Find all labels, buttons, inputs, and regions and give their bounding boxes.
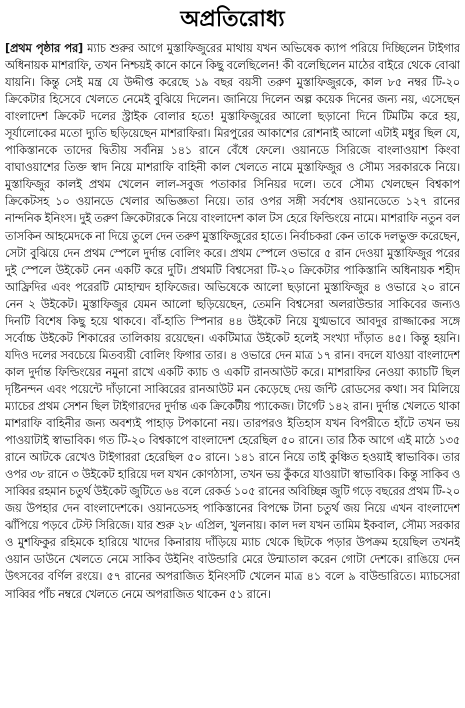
article-body-text: ম্যাচ শুরুর আগে মুস্তাফিজুরের মাথায় যখন অভিষেক ক্যাপ পরিয়ে দিচ্ছিলেন টাইগার অধিনায়ক মাশরাফি, তখন নিশ্চয়ই কানে কানে কিছু বলেছিলেন! কী বলেছিলেন মাঠের বাইরে থেকে বোঝা যায়নি। কিন্তু সেই মন্ত্র যে উদ্দীপ্ত করেছে ১৯ বছর বয়সী তরুণ মুস্তাফিজুরকে, কাল ৮৫ নম্বর টি-২০ ক্রিকেটার হিসেবে খেলতে নেমেই বুঝিয়ে দিলেন। জানিয়ে দিলেন অল্প কয়েক দিনের জন্য নয়, এসেছেন বাংলাদেশ ক্রিকেট দলের স্ট্রাইক বোলার হতে! মুস্তাফিজুরের আলো ছড়ানো দিনে টিমটিম করে হয়, সূর্যালোকের মতো দ্যুতি ছড়িয়েছেন মাশরাফিরা। মিরপুরের আকাশের রোশনাই আলো এটাই মধুর ছিল যে, পাকিস্তানকে তাদের দ্বিতীয় সর্বনিম্ন ১৪১ রানে বেঁধে ফেলে। ওয়ানডে সিরিজে বাংলাওয়াশ কিংবা বাঘাওয়াশের তিক্ত স্বাদ নিয়ে মাশরাফি বাহিনী কাল খেলতে নামে মুস্তাফিজুর ও সৌম্য সরকারকে নিয়ে। মুস্তাফিজুর কালই প্রথম খেলেন লাল-সবুজ পতাকার সিনিয়র দলে। তবে সৌম্য খেলছেন বিশ্বকাপ ক্রিকেটসহ ১০ ওয়ানডে খেলার অভিজ্ঞতা নিয়ে। তার ওপর সঙ্গী সর্বশেষ ওয়ানডেতে ১২৭ রানের নান্দনিক ইনিংস। দুই তরুণ ক্রিকেটারকে নিয়ে বাংলাদেশ কাল টস হেরে ফিল্ডিংয়ে নামে। মাশরাফি নতুন বল তাসকিন আহমেদকে না দিয়ে তুলে দেন তরুণ মুস্তাফিজুরের হাতে। নির্বাচকরা কেন তাকে দলভুক্ত করেছেন, সেটা বুঝিয়ে দেন প্রথম স্পেলে দুর্দান্ত বোলিং করে। প্রথম স্পেলে ওভারে ৫ রান দেওয়া মুস্তাফিজুর পরের দুই স্পেলে উইকেট নেন একটি করে দুটি। প্রথমটি বিশ্বসেরা টি-২০ ক্রিকেটার পাকিস্তানি অধিনায়ক শহীদ আফ্রিদির এবং পরেরটি মোহাম্মদ হাফিজের। অভিষেকে আলো ছড়ানো মুস্তাফিজুর ৪ ওভারে ২০ রানে নেন ২ উইকেট। মুস্তাফিজুর যেমন আলো ছড়িয়েছেন, তেমনি বিশ্বসেরা অলরাউন্ডার সাকিবের জন্যও দিনটি বিশেষ কিছু হয়ে থাকবে। বাঁ-হাতি স্পিনার ৪৪ উইকেট নিয়ে যুগ্মভাবে আবদুর রাজ্জাকের সঙ্গে সর্বোচ্চ উইকেট শিকারের তালিকায় রয়েছেন। একটিমাত্র উইকেট হলেই সংখ্যা দাঁড়াত ৪৫। কিন্তু হয়নি। যদিও দলের সবচেয়ে মিতব্যয়ী বোলিং ফিগার তার। ৪ ওভারে দেন মাত্র ১৭ রান। বদলে যাওয়া বাংলাদেশ কাল দুর্দান্ত ফিল্ডিংয়ের নমুনা রাখে একটি ক্যাচ ও একটি রানআউট করে। মাশরাফির নেওয়া ক্যাচটি ছিল দৃষ্টিনন্দন এবং পয়েন্টে দাঁড়ানো সাব্বিরের রানআউট মন কেড়েছে দেয় জন্টি রোডসের কথা। সব মিলিয়ে ম্যাচের প্রথম সেশন ছিল টাইগারদের দুর্দান্ত এক ক্রিকেটীয় প্যাকেজ। টার্গেট ১৪২ রান। দুর্দান্ত খেলতে থাকা মাশরাফি বাহিনীর জন্য অবশ্যই পাহাড় টপকানো নয়। তারপরও ইতিহাস যখন বিপরীতে হাঁটে তখন ভয় পাওয়াটাই স্বাভাবিক। গত টি-২০ বিশ্বকাপে বাংলাদেশ হেরেছিল ৫০ রানে। তার ঠিক আগে এই মাঠে ১৩৫ রানে আটকে রেখেও টাইগাররা হেরেছিল ৫০ রানে। ১৪১ রানে নিয়ে তাই কুঞ্চিত হওয়াই স্বাভাবিক। তার ওপর ৩৮ রানে ৩ উইকেট হারিয়ে দল যখন কোণঠাসা, তখন ভয় কুঁকরে যাওয়াটা স্বাভাবিক। কিন্তু সাকিব ও সাব্বির রহমান চতুর্থ উইকেট জুটিতে ৬৪ বলে রেকর্ড ১০৫ রানের অবিচ্ছিন্ন জুটি গড়ে বছরের প্রথম টি-২০ জয় উপহার দেন বাংলাদেশকে। ওয়ানডেসহ পাকিস্তানের বিপক্ষে টানা চতুর্থ জয় নিয়ে এখন বাংলাদেশ ঝাঁপিয়ে পড়বে টেস্ট সিরিজে। যার শুরু ২৮ এপ্রিল, খুলনায়। কাল দল যখন তামিম ইকবাল, সৌম্য সরকার ও মুশফিকুর রহিমকে হারিয়ে খাদের কিনারায় দাঁড়িয়ে ম্যাচ থেকে ছিটকে পড়ার উপক্রম হয়েছিল তখনই ওয়ান ডাউনে খেলতে নেমে সাকিব উইনিং বাউন্ডারি মেরে উন্মাতাল করেন গোটা দেশকে। রাঙিয়ে দেন উৎসবের বর্ণিল রংয়ে। ৫৭ রানের অপরাজিত ইনিংসটি খেলেন মাত্র ৪১ বলে ৯ বাউন্ডারিতে। ম্যাচসেরা সাব্বির পাঁচ নম্বরে খেলতে নেমে অপরাজিত থাকেন ৫১ রানে।: [5, 42, 460, 601]
article-headline: অপ্রতিরোধ্য: [180, 6, 285, 32]
continued-from-label: [প্রথম পৃষ্ঠার পর]: [5, 42, 84, 55]
article-body: [5, 40, 460, 704]
